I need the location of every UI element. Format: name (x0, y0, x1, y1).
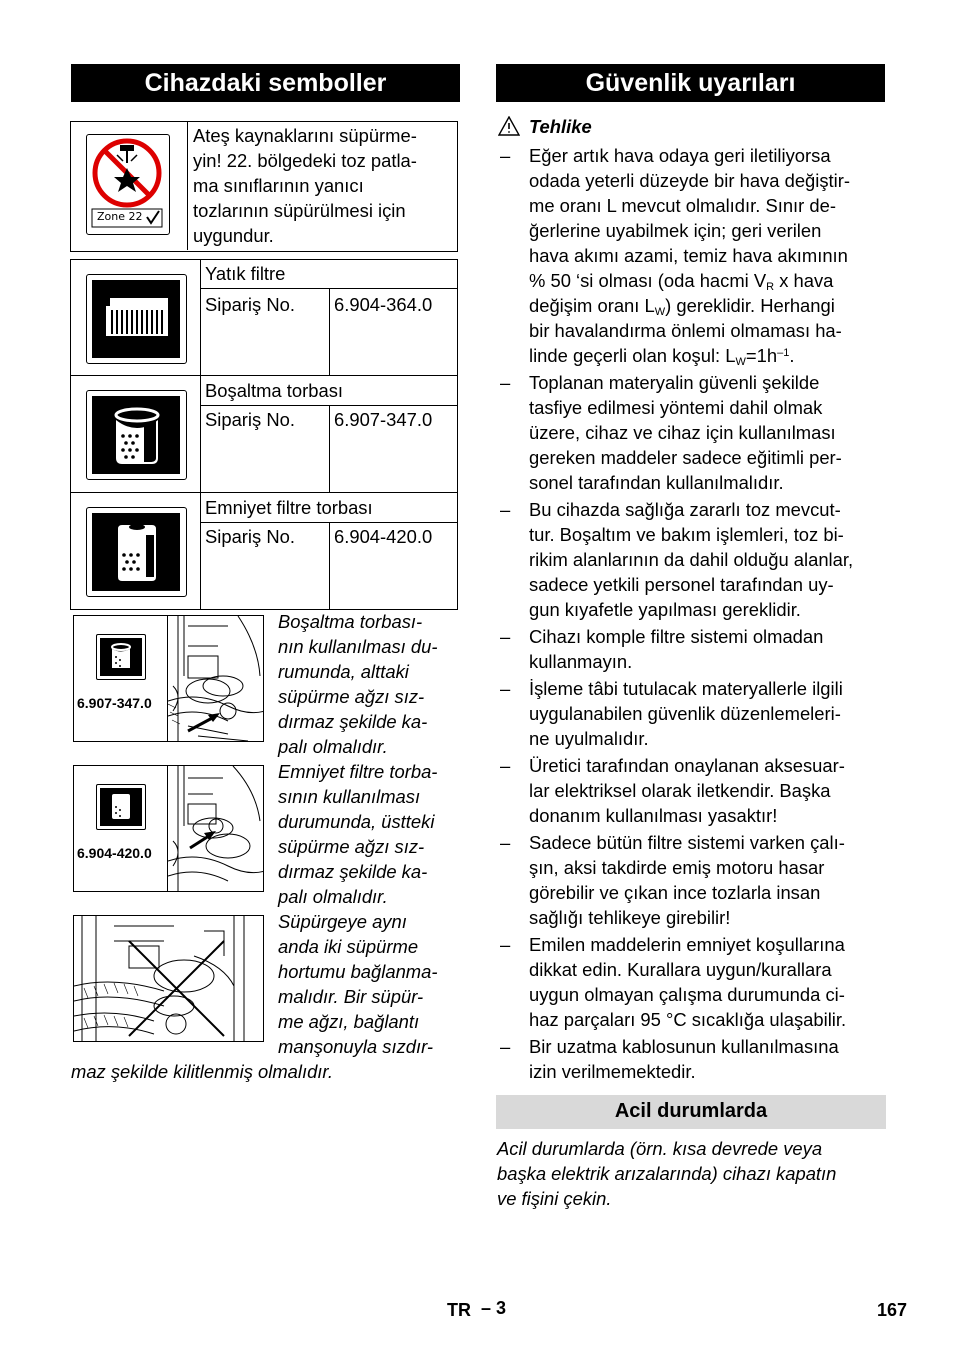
footer-section: TR (447, 1300, 471, 1320)
list-item: – Bu cihazda sağlığa zararlı toz mevcut- tur. Boşaltım ve bakım işlemleri, toz bi- rikim alanlarının da dahil olduğu alanlar, sadece yetkili personel tarafından uy- gun kıyafetle yapılması gereklidir. (500, 499, 854, 620)
list-item: – Üretici tarafından onaylanan aksesuar- lar elektriksel olarak iletkendir. Başka donanım kullanılması yasaktır! (500, 755, 845, 826)
part-name: Emniyet filtre torbası (205, 497, 373, 518)
safety-filter-small-icon (96, 784, 146, 830)
page-number: 167 (877, 1300, 908, 1320)
list-item: – Bir uzatma kablosunun kullanılmasına izin verilmemektedir. (500, 1036, 839, 1082)
emergency-heading: Acil durumlarda (496, 1095, 886, 1129)
order-label: Sipariş No. (205, 409, 295, 430)
list-item: – Emilen maddelerin emniyet koşullarına dikkat edin. Kurallara uygun/kurallara uygun olmayan çalışma durumunda ci- haz parçaları 95 °C sıcaklığa ulaşabilir. (500, 934, 847, 1030)
part-row (70, 259, 458, 376)
no-ignition-zone22-icon (86, 134, 170, 235)
figure-instructions: Boşaltma torbası- nın kullanılması du- rumunda, alttaki süpürme ağzı sız- dırmaz şekilde ka- palı olmalıdır. Emniyet filtre torba- sının kullanılması durumunda, üstteki süpürme ağzı sız- dırmaz şekilde ka- palı olmalıdır. Süpürgeye aynı anda iki süpürme hortumu bağlanma- malıdır. Bir süpür- me ağzı, bağlantı manşonuyla sızdır- (278, 611, 438, 1057)
disposal-bag-small-icon (96, 634, 146, 680)
part-row (70, 375, 458, 493)
list-item: – İşleme tâbi tutulacak materyallerle ilgili uygulanabilen güvenlik düzenlemeleri- ne uyulmalıdır. (500, 678, 843, 749)
part-name: Yatık filtre (205, 263, 286, 284)
safety-list (496, 143, 891, 1086)
order-number: 6.904-364.0 (334, 294, 433, 315)
order-number: 6.904-420.0 (334, 526, 433, 547)
list-item: – Cihazı komple filtre sistemi olmadan kullanmayın. (500, 626, 824, 672)
list-item: – Eğer artık hava odaya geri iletiliyorsa odada yeterli düzeyde bir hava değiştir- me oranı L mevcut olmalıdır. Sınır de- ğerlerine uyabilmek için; geri verilen hava akımı azami, temiz hava akımının % 50 ‘si olması (oda hacmi $V_R$ x hava değişim oranı $L_W$) gereklidir. Herhangi bir havalandırma önlemi olmaması ha- linde geçerli olan koşul: $L_W=1h^{-1}$. (500, 145, 851, 368)
figure-instructions-tail: maz şekilde kilitlenmiş olmalıdır. (71, 1061, 333, 1082)
part-row (70, 492, 458, 610)
order-number: 6.907-347.0 (334, 409, 433, 430)
section-heading-symbols: Cihazdaki semboller (71, 64, 460, 102)
part-name: Boşaltma torbası (205, 380, 343, 401)
figure-disposal-bag (73, 615, 264, 742)
zone22-label: Zone 22 (97, 210, 143, 223)
list-item: – Toplanan materyalin güvenli şekilde tasfiye edilmesi yöntemi dahil olmak üzere, cihaz ve cihaz için kullanılması gereken maddeler sadece eğitimli per- sonel tarafından kullanılmalıdır. (500, 372, 842, 493)
symbol-table (70, 121, 458, 252)
symbol-description: Ateş kaynaklarını süpürme- yin! 22. bölgedeki toz patla- ma sınıflarının yanıcı tozlarının süpürülmesi için uygundur. (193, 125, 417, 246)
order-label: Sipariş No. (205, 294, 295, 315)
footer (0, 1298, 954, 1324)
footer-page-label: – 3 (481, 1298, 507, 1318)
list-item: – Sadece bütün filtre sistemi varken çalı- şın, aksi takdirde emiş motoru hasar görebilir ve çıkan ince tozlarla insan sağlığı tehlikeye girebilir! (500, 832, 845, 928)
figure-label: 6.907-347.0 (77, 695, 152, 711)
order-label: Sipariş No. (205, 526, 295, 547)
figure-label: 6.904-420.0 (77, 845, 152, 861)
flat-filter-icon (86, 274, 187, 364)
warning-triangle-icon (498, 116, 520, 136)
figure-safety-filter-bag (73, 765, 264, 892)
emergency-text: Acil durumlarda (örn. kısa devrede veya başka elektrik arızalarında) cihazı kapatın ve fişini çekin. (497, 1138, 837, 1209)
disposal-bag-icon (86, 390, 187, 480)
parts-table (70, 259, 458, 610)
section-heading-safety: Güvenlik uyarıları (496, 64, 885, 102)
safety-filter-bag-icon (86, 507, 187, 597)
figure-two-hoses-forbidden (73, 915, 264, 1042)
